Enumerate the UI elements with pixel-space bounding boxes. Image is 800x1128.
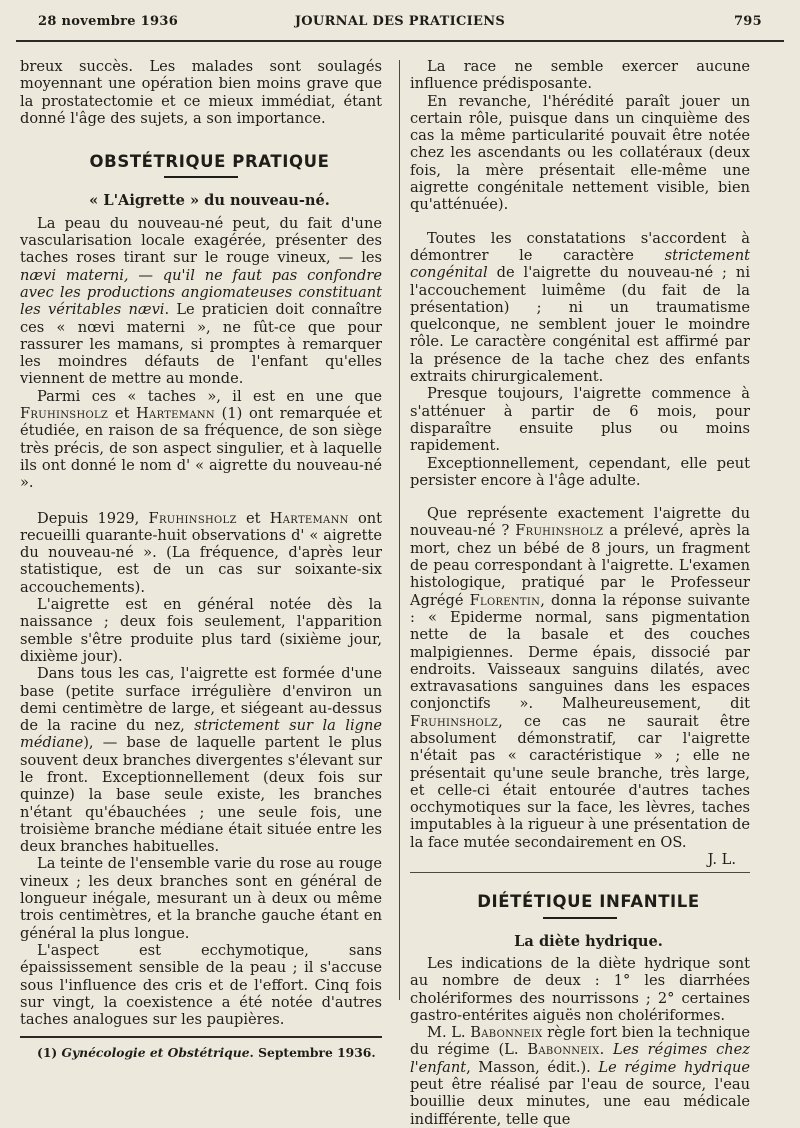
paragraph: En revanche, l'hérédité paraît jouer un certain rôle, puisque dans un cinquième des cas la même particularité pouvait être notée chez les ascendants ou les collatéraux (deux fois, la mère présentait elle-même une aigrette congénitale nettement visible, bien qu'atténuée).: [410, 92, 750, 214]
paragraph: Les indications de la diète hydrique sont au nombre de deux : 1° les diarrhées cholériformes des nourrissons ; 2° certaines gastro-entérites aiguës non cholériformes.: [410, 954, 750, 1024]
section-title-obstetrique: OBSTÉTRIQUE PRATIQUE: [89, 152, 330, 172]
author-name: Fruhinsholz: [148, 509, 237, 527]
paragraph: L'aigrette est en général notée dès la naissance ; deux fois seulement, l'apparition semble s'être produite plus tard (sixième jour, dixième jour).: [20, 596, 382, 665]
paragraph: Toutes les constatations s'accordent à démontrer le caractère strictement congénital de l'aigrette du nouveau-né ; ni l'accouchement luimême (du fait de la présentation) ; ni un traumatisme quelconque, ne semblent jouer le moindre rôle. Le caractère congénital est affirmé par la présence de la tache chez des enfants extraits chirurgicalement.: [410, 229, 750, 386]
paragraph: Depuis 1929, Fruhinsholz et Hartemann ont recueilli quarante-huit observations d' « aigrette du nouveau-né ». (La fréquence, d'après leur statistique, est de un cas sur soixante-six accouchements).: [20, 509, 382, 596]
author-name: Hartemann: [136, 405, 215, 423]
article-title-aigrette: « L'Aigrette » du nouveau-né.: [89, 192, 330, 210]
paragraph: Dans tous les cas, l'aigrette est formée d'une base (petite surface irrégulière d'environ un demi centimètre de large, et siégeant au-dessus de la racine du nez, strictement sur la ligne médiane), — base de laquelle partent le plus souvent deux branches divergentes s'élevant sur le front. Exceptionnellement (deux fois sur quinze) la base seule existe, les branches n'étant qu'ébauchées ; une seule fois, une troisième branche médiane était située entre les deux branches habituelles.: [20, 665, 382, 856]
column-divider: [399, 60, 400, 1000]
paragraph: L'aspect est ecchymotique, sans épaississement sensible de la peau ; il s'accuse sous l'influence des cris et de l'effort. Cinq fois sur vingt, la coexistence a été notée d'autres taches analogues sur les paupières.: [20, 941, 382, 1029]
continued-paragraph: breux succès. Les malades sont soulagés moyennant une opération bien moins grave que la prostatectomie et ce mieux immédiat, étant donné l'âge des sujets, a son importance.: [20, 58, 382, 127]
article-title-diete: La diète hydrique.: [514, 932, 663, 950]
running-header: [38, 14, 762, 36]
paragraph: Parmi ces « taches », il est en une que Fruhinsholz et Hartemann (1) ont remarquée et étudiée, en raison de sa fréquence, de son siège très précis, de son aspect singulier, et à laquelle ils ont donné le nom d' « aigrette du nouveau-né ».: [20, 387, 382, 492]
right-column: [410, 58, 750, 1128]
author-name: Hartemann: [269, 509, 349, 527]
paragraph: Que représente exactement l'aigrette du nouveau-né ? Fruhinsholz a prélevé, après la mort, chez un bébé de 8 jours, un fragment de peau correspondant à l'aigrette. L'examen histologique, pratiqué par le Professeur Agrégé Florentin, donna la réponse suivante : « Epiderme normal, sans pigmentation nette de la basale et des couches malpigiennes. Derme épais, dissocié par endroits. Vaisseaux sanguins dilatés, avec extravasations sanguines dans les espaces conjonctifs ». Malheureusement, dit Fruhinsholz, ce cas ne saurait être absolument démonstratif, car l'aigrette n'était pas « caractéristique » ; elle ne présentait qu'une seule branche, très large, et celle-ci était entourée d'autres taches occhymotiques sur la face, les lèvres, taches imputables à la rigueur à une présentation de la face mutée secondairement en OS.: [410, 505, 750, 851]
paragraph: La race ne semble exercer aucune influence prédisposante.: [410, 58, 750, 93]
header-journal-title: JOURNAL DES PRATICIENS: [294, 14, 506, 29]
section-title-dietetique: DIÉTÉTIQUE INFANTILE: [477, 892, 700, 912]
paragraph: La peau du nouveau-né peut, du fait d'une vascularisation locale exagérée, présenter des taches roses tirant sur le rouge vineux, — les nævi materni, — qu'il ne faut pas confondre avec les productions angiomateuses constituant les véritables nævi. Le praticien doit connaître ces « nœvi materni », ne fût-ce que pour rassurer les mamans, si promptes à remarquer les moindres défauts de l'enfant qu'elles viennent de mettre au monde.: [20, 214, 382, 388]
paragraph: Presque toujours, l'aigrette commence à s'atténuer à partir de 6 mois, pour disparaître ensuite plus ou moins rapidement.: [410, 385, 750, 455]
footnote: (1) Gynécologie et Obstétrique. Septembre 1936.: [37, 1045, 376, 1061]
paragraph: La teinte de l'ensemble varie du rose au rouge vineux ; les deux branches sont en général de longueur inégale, mesurant un à deux ou même trois centimètres, et la branche gauche étant en général la plus longue.: [20, 855, 382, 942]
paragraph: M. L. Babonneix règle fort bien la technique du régime (L. Babonneix. Les régimes chez l'enfant, Masson, édit.). Le régime hydrique peut être réalisé par l'eau de source, l'eau bouillie deux minutes, une eau médicale indifférente, telle que: [410, 1024, 750, 1128]
author-name: Fruhinsholz: [20, 405, 109, 423]
author-name: Babonneix: [470, 1024, 543, 1042]
author-name: Fruhinsholz: [410, 712, 499, 730]
signature: J. L.: [707, 851, 736, 869]
paragraph: Exceptionnellement, cependant, elle peut persister encore à l'âge adulte.: [410, 454, 750, 489]
author-name: Fruhinsholz: [515, 522, 604, 540]
header-rule: [16, 40, 784, 42]
header-date: 28 novembre 1936: [38, 14, 179, 29]
author-name: Florentin: [469, 591, 541, 609]
header-page-number: 795: [733, 14, 762, 29]
author-name: Babonneix: [527, 1041, 600, 1059]
left-column: [20, 58, 382, 1062]
